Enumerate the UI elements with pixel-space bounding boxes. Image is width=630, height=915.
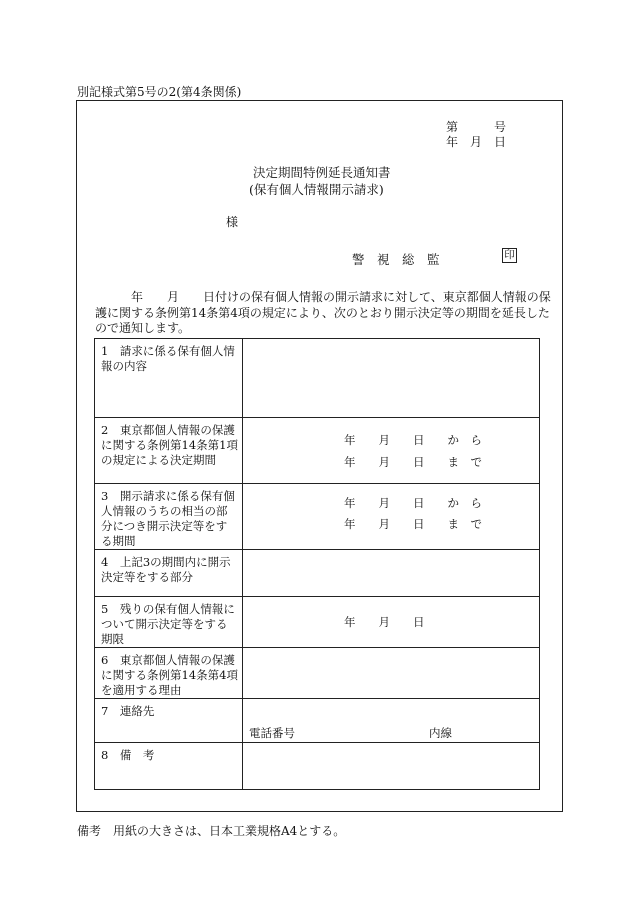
table-row [95,743,540,790]
document-subtitle: (保有個人情報開示請求) [249,182,384,197]
document-title: 決定期間特例延長通知書 [253,165,391,180]
row-label: 7 連絡先 [95,699,243,743]
row-value [243,339,540,418]
row-value [243,699,540,743]
row-value [243,484,540,550]
table-row [95,418,540,484]
table-row [95,484,540,550]
form-heading: 別記様式第5号の2(第4条関係) [77,85,242,99]
row-value [243,648,540,699]
table-row [95,648,540,699]
seal-mark: 印 [502,248,517,263]
row-value [243,418,540,484]
row-label: 8 備 考 [95,743,243,790]
row-value [243,743,540,790]
document-number: 第 号 [446,120,507,134]
footer-note: 備考 用紙の大きさは、日本工業規格A4とする。 [77,824,346,838]
table-row [95,550,540,597]
table-row [95,699,540,743]
row-label: 4 上記3の期間内に開示決定等をする部分 [95,550,243,597]
table-row [95,597,540,648]
addressee-suffix: 様 [226,215,239,229]
date-to: 年 月 日 ま で [344,455,482,469]
date-from: 年 月 日 か ら [344,433,482,447]
row-label: 5 残りの保有個人情報について開示決定等をする期限 [95,597,243,648]
row-value [243,597,540,648]
phone-label: 電話番号 [249,726,295,740]
table-row [95,339,540,418]
date-from: 年 月 日 か ら [344,496,482,510]
body-text: 年 月 日付けの保有個人情報の開示請求に対して、東京都個人情報の保護に関する条例第14条第4項の規定により、次のとおり開示決定等の期間を延長したので通知します。 [95,290,551,335]
row-value [243,550,540,597]
row-label: 6 東京都個人情報の保護に関する条例第14条第4項を適用する理由 [95,648,243,699]
date-to: 年 月 日 ま で [344,517,482,531]
row-label: 2 東京都個人情報の保護に関する条例第14条第1項の規定による決定期間 [95,418,243,484]
deadline-date: 年 月 日 [344,615,425,629]
row-label: 1 請求に係る保有個人情報の内容 [95,339,243,418]
extension-label: 内線 [429,726,452,740]
details-table [94,338,540,790]
issuer-name: 警 視 総 監 [352,252,440,267]
row-label: 3 開示請求に係る保有個人情報のうちの相当の部分につき開示決定等をする期間 [95,484,243,550]
document-date: 年 月 日 [446,135,507,149]
